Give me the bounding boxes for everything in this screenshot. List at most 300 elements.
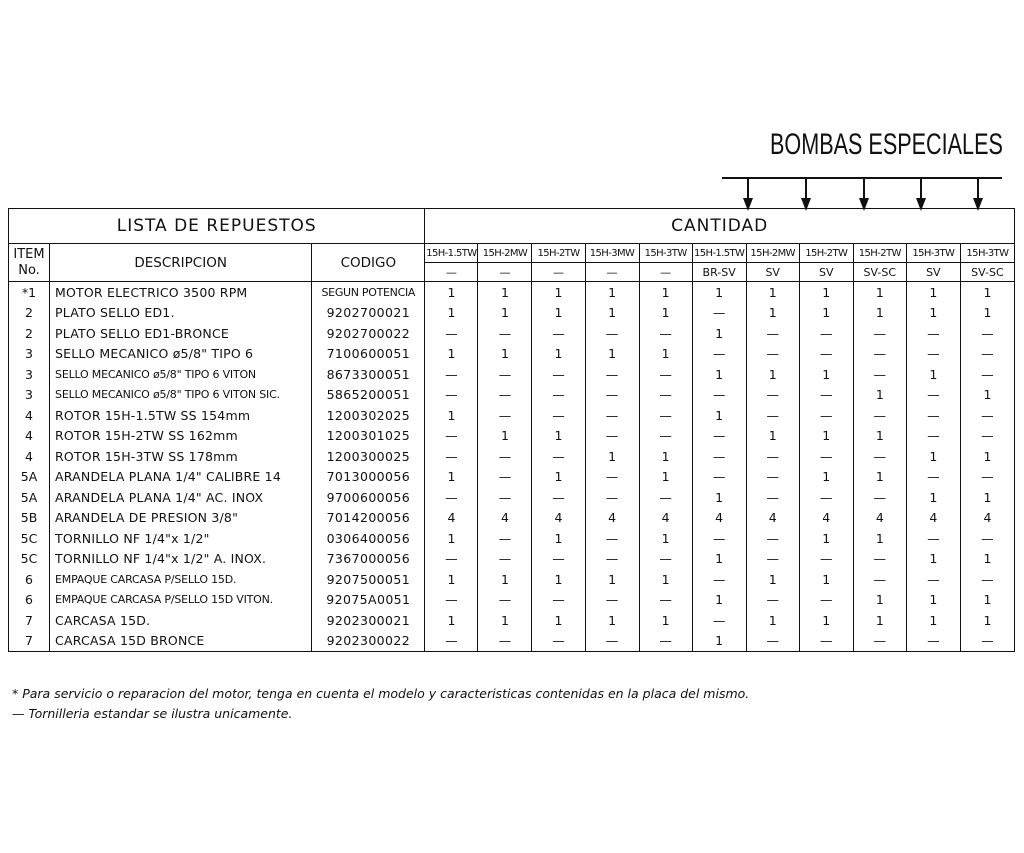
description-cell: TORNILLO NF 1/4"x 1/2" A. INOX. bbox=[50, 549, 312, 570]
quantity-cell: 1 bbox=[692, 405, 746, 426]
quantity-cell: — bbox=[639, 631, 692, 652]
quantity-cell: — bbox=[746, 590, 799, 611]
quantity-cell: 4 bbox=[906, 508, 960, 529]
quantity-cell: — bbox=[478, 549, 532, 570]
item-number-cell: 5A bbox=[9, 467, 50, 488]
quantity-cell: 4 bbox=[532, 508, 585, 529]
quantity-cell: 4 bbox=[639, 508, 692, 529]
quantity-cell: 1 bbox=[692, 487, 746, 508]
quantity-cell: — bbox=[853, 323, 906, 344]
quantity-cell: 1 bbox=[585, 344, 639, 365]
description-cell: TORNILLO NF 1/4"x 1/2" bbox=[50, 528, 312, 549]
quantity-cell: — bbox=[639, 487, 692, 508]
description-cell: CARCASA 15D. bbox=[50, 610, 312, 631]
table-row bbox=[9, 528, 1015, 549]
quantity-cell: — bbox=[746, 528, 799, 549]
quantity-cell: — bbox=[906, 344, 960, 365]
quantity-cell: — bbox=[425, 590, 478, 611]
item-number-cell: *1 bbox=[9, 282, 50, 303]
quantity-cell: — bbox=[960, 528, 1014, 549]
quantity-cell: 1 bbox=[425, 405, 478, 426]
model-header: 15H-3TW bbox=[639, 244, 692, 263]
quantity-cell: — bbox=[746, 631, 799, 652]
quantity-cell: — bbox=[746, 446, 799, 467]
quantity-cell: — bbox=[425, 446, 478, 467]
table-row bbox=[9, 426, 1015, 447]
code-cell: 9700600056 bbox=[312, 487, 425, 508]
table-row bbox=[9, 610, 1015, 631]
model-subheader: — bbox=[532, 263, 585, 282]
quantity-cell: — bbox=[960, 344, 1014, 365]
table-row bbox=[9, 631, 1015, 652]
quantity-cell: 1 bbox=[478, 303, 532, 324]
quantity-cell: — bbox=[639, 426, 692, 447]
quantity-cell: 1 bbox=[906, 549, 960, 570]
quantity-cell: — bbox=[585, 631, 639, 652]
quantity-cell: — bbox=[746, 385, 799, 406]
quantity-cell: 1 bbox=[960, 549, 1014, 570]
quantity-cell: 1 bbox=[746, 364, 799, 385]
quantity-cell: — bbox=[692, 385, 746, 406]
quantity-cell: — bbox=[799, 446, 853, 467]
quantity-cell: 1 bbox=[746, 426, 799, 447]
quantity-cell: 1 bbox=[906, 590, 960, 611]
quantity-cell: 1 bbox=[639, 467, 692, 488]
code-cell: 1200302025 bbox=[312, 405, 425, 426]
quantity-cell: 1 bbox=[585, 303, 639, 324]
table-row bbox=[9, 344, 1015, 365]
quantity-cell: — bbox=[853, 631, 906, 652]
arrow-down-icon bbox=[859, 178, 869, 211]
quantity-cell: 1 bbox=[585, 282, 639, 303]
quantity-cell: 1 bbox=[425, 467, 478, 488]
code-cell: 8673300051 bbox=[312, 364, 425, 385]
quantity-cell: — bbox=[532, 487, 585, 508]
model-subheader: BR-SV bbox=[692, 263, 746, 282]
model-header: 15H-2TW bbox=[532, 244, 585, 263]
quantity-cell: — bbox=[532, 364, 585, 385]
quantity-cell: 1 bbox=[906, 303, 960, 324]
footnote-standard-hardware: — Tornilleria estandar se ilustra unicamente. bbox=[12, 706, 293, 721]
item-number-cell: 6 bbox=[9, 569, 50, 590]
quantity-cell: — bbox=[746, 344, 799, 365]
quantity-cell: 4 bbox=[692, 508, 746, 529]
item-number-cell: 4 bbox=[9, 446, 50, 467]
quantity-cell: — bbox=[906, 569, 960, 590]
quantity-cell: — bbox=[585, 385, 639, 406]
quantity-cell: — bbox=[585, 467, 639, 488]
quantity-cell: — bbox=[692, 446, 746, 467]
model-header: 15H-2TW bbox=[799, 244, 853, 263]
quantity-cell: 1 bbox=[906, 610, 960, 631]
quantity-cell: 1 bbox=[906, 487, 960, 508]
footnote-motor-service: * Para servicio o reparacion del motor, tenga en cuenta el modelo y caracteristicas contenidas en la placa del mismo. bbox=[12, 686, 750, 701]
quantity-cell: 1 bbox=[960, 610, 1014, 631]
quantity-cell: 1 bbox=[532, 528, 585, 549]
quantity-cell: — bbox=[746, 323, 799, 344]
quantity-cell: — bbox=[853, 405, 906, 426]
description-cell: EMPAQUE CARCASA P/SELLO 15D VITON. bbox=[50, 590, 312, 611]
quantity-cell: — bbox=[532, 446, 585, 467]
table-row bbox=[9, 446, 1015, 467]
model-header: 15H-2MW bbox=[746, 244, 799, 263]
quantity-cell: — bbox=[425, 426, 478, 447]
quantity-cell: 1 bbox=[746, 282, 799, 303]
quantity-cell: 1 bbox=[853, 385, 906, 406]
quantity-cell: — bbox=[746, 405, 799, 426]
quantity-cell: — bbox=[585, 364, 639, 385]
quantity-cell: — bbox=[906, 426, 960, 447]
description-cell: CARCASA 15D BRONCE bbox=[50, 631, 312, 652]
quantity-cell: — bbox=[906, 405, 960, 426]
quantity-cell: 1 bbox=[799, 364, 853, 385]
quantity-cell: — bbox=[853, 569, 906, 590]
quantity-cell: 1 bbox=[853, 303, 906, 324]
quantity-cell: — bbox=[478, 446, 532, 467]
quantity-cell: 1 bbox=[639, 569, 692, 590]
quantity-cell: 4 bbox=[799, 508, 853, 529]
item-number-cell: 2 bbox=[9, 323, 50, 344]
quantity-cell: — bbox=[799, 323, 853, 344]
model-subheader: SV bbox=[799, 263, 853, 282]
quantity-cell: 1 bbox=[425, 528, 478, 549]
description-cell: PLATO SELLO ED1. bbox=[50, 303, 312, 324]
quantity-cell: 1 bbox=[425, 569, 478, 590]
quantity-cell: — bbox=[532, 631, 585, 652]
quantity-cell: — bbox=[746, 487, 799, 508]
quantity-cell: — bbox=[532, 405, 585, 426]
quantity-cell: 1 bbox=[425, 282, 478, 303]
quantity-cell: — bbox=[746, 467, 799, 488]
quantity-cell: 1 bbox=[906, 282, 960, 303]
quantity-cell: 1 bbox=[853, 426, 906, 447]
quantity-cell: — bbox=[478, 385, 532, 406]
item-number-cell: 5A bbox=[9, 487, 50, 508]
description-cell: ARANDELA PLANA 1/4" AC. INOX bbox=[50, 487, 312, 508]
quantity-cell: 1 bbox=[799, 569, 853, 590]
quantity-cell: 1 bbox=[692, 282, 746, 303]
quantity-cell: 1 bbox=[799, 303, 853, 324]
quantity-cell: — bbox=[960, 569, 1014, 590]
quantity-cell: — bbox=[799, 549, 853, 570]
quantity-cell: 1 bbox=[639, 282, 692, 303]
quantity-cell: — bbox=[478, 467, 532, 488]
quantity-cell: — bbox=[425, 385, 478, 406]
quantity-cell: 1 bbox=[532, 426, 585, 447]
parts-table-body bbox=[9, 282, 1015, 652]
quantity-cell: 1 bbox=[585, 610, 639, 631]
model-header: 15H-1.5TW bbox=[692, 244, 746, 263]
description-cell: ROTOR 15H-1.5TW SS 154mm bbox=[50, 405, 312, 426]
item-number-cell: 7 bbox=[9, 631, 50, 652]
quantity-cell: — bbox=[585, 528, 639, 549]
quantity-cell: 1 bbox=[960, 385, 1014, 406]
quantity-cell: 1 bbox=[692, 364, 746, 385]
quantity-cell: — bbox=[425, 549, 478, 570]
quantity-cell: — bbox=[853, 344, 906, 365]
item-number-cell: 5B bbox=[9, 508, 50, 529]
table-row bbox=[9, 282, 1015, 303]
model-header: 15H-3TW bbox=[906, 244, 960, 263]
model-subheader: SV-SC bbox=[960, 263, 1014, 282]
quantity-cell: 1 bbox=[532, 282, 585, 303]
model-header: 15H-3TW bbox=[960, 244, 1014, 263]
quantity-cell: 1 bbox=[585, 569, 639, 590]
quantity-cell: — bbox=[478, 631, 532, 652]
model-subheader: — bbox=[585, 263, 639, 282]
table-row bbox=[9, 549, 1015, 570]
quantity-cell: — bbox=[906, 323, 960, 344]
description-cell: PLATO SELLO ED1-BRONCE bbox=[50, 323, 312, 344]
arrow-down-icon bbox=[973, 178, 983, 211]
model-subheader: — bbox=[478, 263, 532, 282]
quantity-cell: — bbox=[692, 344, 746, 365]
item-number-cell: 3 bbox=[9, 344, 50, 365]
item-number-cell: 4 bbox=[9, 405, 50, 426]
item-number-header bbox=[9, 244, 50, 282]
quantity-cell: 1 bbox=[853, 528, 906, 549]
code-cell: SEGUN POTENCIA bbox=[312, 282, 425, 303]
quantity-cell: — bbox=[585, 426, 639, 447]
description-cell: ROTOR 15H-3TW SS 178mm bbox=[50, 446, 312, 467]
quantity-cell: 1 bbox=[532, 344, 585, 365]
code-cell: 1200300025 bbox=[312, 446, 425, 467]
table-row bbox=[9, 467, 1015, 488]
table-row bbox=[9, 364, 1015, 385]
model-header: 15H-2MW bbox=[478, 244, 532, 263]
model-subheader: — bbox=[639, 263, 692, 282]
item-number-cell: 3 bbox=[9, 364, 50, 385]
quantity-cell: 4 bbox=[585, 508, 639, 529]
quantity-cell: 1 bbox=[799, 467, 853, 488]
quantity-cell: — bbox=[960, 631, 1014, 652]
code-cell: 9202300021 bbox=[312, 610, 425, 631]
quantity-cell: — bbox=[639, 364, 692, 385]
quantity-cell: — bbox=[853, 446, 906, 467]
description-cell: SELLO MECANICO ø5/8" TIPO 6 VITON SIC. bbox=[50, 385, 312, 406]
table-row bbox=[9, 323, 1015, 344]
code-header: CODIGO bbox=[312, 244, 425, 282]
quantity-cell: 1 bbox=[960, 303, 1014, 324]
item-number-cell: 6 bbox=[9, 590, 50, 611]
quantity-cell: 1 bbox=[532, 467, 585, 488]
quantity-cell: — bbox=[478, 364, 532, 385]
quantity-cell: 1 bbox=[425, 344, 478, 365]
quantity-cell: — bbox=[960, 364, 1014, 385]
description-cell: MOTOR ELECTRICO 3500 RPM bbox=[50, 282, 312, 303]
quantity-cell: 1 bbox=[746, 569, 799, 590]
code-cell: 9202300022 bbox=[312, 631, 425, 652]
quantity-cell: — bbox=[799, 487, 853, 508]
quantity-cell: 4 bbox=[960, 508, 1014, 529]
quantity-cell: 4 bbox=[853, 508, 906, 529]
quantity-cell: — bbox=[585, 487, 639, 508]
quantity-cell: 1 bbox=[692, 323, 746, 344]
item-number-cell: 7 bbox=[9, 610, 50, 631]
table-row bbox=[9, 487, 1015, 508]
quantity-cell: 1 bbox=[478, 426, 532, 447]
quantity-cell: — bbox=[478, 590, 532, 611]
quantity-cell: — bbox=[478, 323, 532, 344]
quantity-cell: 1 bbox=[425, 610, 478, 631]
quantity-cell: 1 bbox=[532, 610, 585, 631]
quantity-cell: — bbox=[960, 323, 1014, 344]
item-number-cell: 3 bbox=[9, 385, 50, 406]
quantity-cell: — bbox=[960, 467, 1014, 488]
quantity-cell: — bbox=[639, 405, 692, 426]
code-cell: 7014200056 bbox=[312, 508, 425, 529]
model-subheader: SV bbox=[906, 263, 960, 282]
item-header-line2: No. bbox=[18, 262, 40, 278]
model-header: 15H-1.5TW bbox=[425, 244, 478, 263]
arrow-down-icon bbox=[916, 178, 926, 211]
quantity-cell: — bbox=[585, 590, 639, 611]
quantity-cell: — bbox=[853, 364, 906, 385]
quantity-cell: — bbox=[799, 385, 853, 406]
quantity-cell: 1 bbox=[532, 303, 585, 324]
code-cell: 5865200051 bbox=[312, 385, 425, 406]
description-cell: ARANDELA PLANA 1/4" CALIBRE 14 bbox=[50, 467, 312, 488]
description-cell: SELLO MECANICO ø5/8" TIPO 6 VITON bbox=[50, 364, 312, 385]
quantity-cell: 4 bbox=[425, 508, 478, 529]
quantity-cell: 1 bbox=[639, 610, 692, 631]
quantity-cell: 1 bbox=[639, 344, 692, 365]
quantity-cell: 1 bbox=[960, 282, 1014, 303]
quantity-cell: — bbox=[799, 344, 853, 365]
quantity-cell: 1 bbox=[799, 282, 853, 303]
quantity-cell: 1 bbox=[639, 303, 692, 324]
quantity-cell: 1 bbox=[478, 282, 532, 303]
quantity-cell: 1 bbox=[425, 303, 478, 324]
quantity-cell: — bbox=[960, 426, 1014, 447]
quantity-cell: — bbox=[799, 405, 853, 426]
quantity-cell: — bbox=[532, 385, 585, 406]
quantity-cell: — bbox=[478, 405, 532, 426]
item-number-cell: 5C bbox=[9, 528, 50, 549]
footnotes bbox=[12, 684, 749, 724]
quantity-cell: — bbox=[692, 467, 746, 488]
model-subheader: SV-SC bbox=[853, 263, 906, 282]
quantity-cell: — bbox=[639, 323, 692, 344]
model-header: 15H-2TW bbox=[853, 244, 906, 263]
description-cell: ROTOR 15H-2TW SS 162mm bbox=[50, 426, 312, 447]
quantity-cell: 1 bbox=[478, 610, 532, 631]
quantity-cell: 1 bbox=[960, 590, 1014, 611]
code-cell: 92075A0051 bbox=[312, 590, 425, 611]
quantity-cell: 1 bbox=[906, 364, 960, 385]
quantity-cell: — bbox=[425, 323, 478, 344]
quantity-cell: — bbox=[692, 569, 746, 590]
quantity-cell: — bbox=[746, 549, 799, 570]
quantity-cell: — bbox=[692, 610, 746, 631]
quantity-cell: 1 bbox=[478, 569, 532, 590]
code-cell: 9202700021 bbox=[312, 303, 425, 324]
special-pumps-label: BOMBAS ESPECIALES bbox=[770, 128, 1003, 161]
code-cell: 9207500051 bbox=[312, 569, 425, 590]
quantity-cell: — bbox=[532, 549, 585, 570]
quantity-cell: — bbox=[799, 631, 853, 652]
quantity-cell: 1 bbox=[906, 446, 960, 467]
code-cell: 1200301025 bbox=[312, 426, 425, 447]
quantity-cell: 1 bbox=[960, 487, 1014, 508]
model-subheader: — bbox=[425, 263, 478, 282]
quantity-cell: — bbox=[906, 528, 960, 549]
arrow-down-icon bbox=[743, 178, 753, 211]
quantity-cell: — bbox=[853, 549, 906, 570]
quantity-cell: — bbox=[425, 364, 478, 385]
quantity-cell: — bbox=[425, 487, 478, 508]
quantity-cell: — bbox=[853, 487, 906, 508]
quantity-cell: — bbox=[532, 590, 585, 611]
quantity-cell: — bbox=[906, 631, 960, 652]
code-cell: 7367000056 bbox=[312, 549, 425, 570]
code-cell: 0306400056 bbox=[312, 528, 425, 549]
quantity-title: CANTIDAD bbox=[425, 209, 1015, 244]
table-row bbox=[9, 590, 1015, 611]
quantity-cell: 1 bbox=[585, 446, 639, 467]
quantity-cell: 1 bbox=[478, 344, 532, 365]
quantity-cell: — bbox=[692, 303, 746, 324]
quantity-cell: 1 bbox=[692, 590, 746, 611]
table-row bbox=[9, 405, 1015, 426]
quantity-cell: — bbox=[639, 590, 692, 611]
quantity-cell: — bbox=[478, 487, 532, 508]
quantity-cell: 1 bbox=[746, 610, 799, 631]
quantity-cell: — bbox=[960, 405, 1014, 426]
quantity-cell: — bbox=[478, 528, 532, 549]
quantity-cell: 1 bbox=[960, 446, 1014, 467]
quantity-cell: — bbox=[692, 528, 746, 549]
table-row bbox=[9, 569, 1015, 590]
item-number-cell: 2 bbox=[9, 303, 50, 324]
code-cell: 7100600051 bbox=[312, 344, 425, 365]
model-subheader: SV bbox=[746, 263, 799, 282]
table-row bbox=[9, 303, 1015, 324]
spare-parts-table bbox=[8, 208, 1015, 652]
quantity-cell: — bbox=[906, 385, 960, 406]
quantity-cell: 1 bbox=[799, 610, 853, 631]
quantity-cell: 1 bbox=[692, 549, 746, 570]
quantity-cell: — bbox=[799, 590, 853, 611]
quantity-cell: 1 bbox=[853, 590, 906, 611]
quantity-cell: 1 bbox=[853, 282, 906, 303]
code-cell: 9202700022 bbox=[312, 323, 425, 344]
item-header-line1: ITEM bbox=[13, 246, 45, 262]
quantity-cell: — bbox=[585, 323, 639, 344]
quantity-cell: 1 bbox=[799, 528, 853, 549]
quantity-cell: — bbox=[639, 549, 692, 570]
item-number-cell: 5C bbox=[9, 549, 50, 570]
quantity-cell: 4 bbox=[478, 508, 532, 529]
quantity-cell: — bbox=[425, 631, 478, 652]
description-cell: SELLO MECANICO ø5/8" TIPO 6 bbox=[50, 344, 312, 365]
quantity-cell: — bbox=[585, 549, 639, 570]
quantity-cell: 1 bbox=[853, 467, 906, 488]
quantity-cell: — bbox=[532, 323, 585, 344]
quantity-cell: 4 bbox=[746, 508, 799, 529]
table-row bbox=[9, 385, 1015, 406]
model-header: 15H-3MW bbox=[585, 244, 639, 263]
code-cell: 7013000056 bbox=[312, 467, 425, 488]
quantity-cell: 1 bbox=[799, 426, 853, 447]
quantity-cell: 1 bbox=[692, 631, 746, 652]
arrow-down-icon bbox=[801, 178, 811, 211]
description-header: DESCRIPCION bbox=[50, 244, 312, 282]
quantity-cell: 1 bbox=[532, 569, 585, 590]
description-cell: ARANDELA DE PRESION 3/8" bbox=[50, 508, 312, 529]
table-row bbox=[9, 508, 1015, 529]
quantity-cell: — bbox=[585, 405, 639, 426]
